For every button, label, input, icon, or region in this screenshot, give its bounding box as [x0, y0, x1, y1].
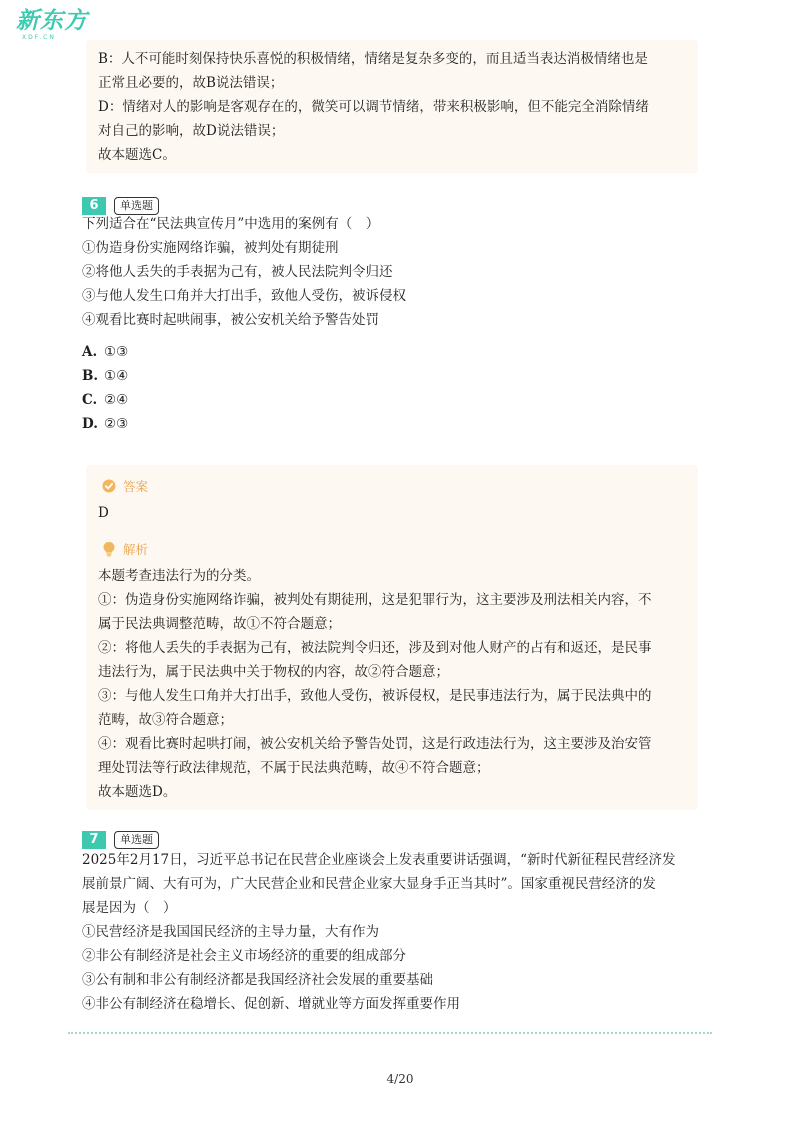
- statement-item: ③公有制和非公有制经济都是我国经济社会发展的重要基础: [82, 972, 433, 988]
- statement-item: ③与他人发生口角并大打出手，致他人受伤，被诉侵权: [82, 288, 406, 304]
- analysis-text: [98, 564, 683, 804]
- analysis-line: D：情绪对人的影响是客观存在的，微笑可以调节情绪，带来积极影响，但不能完全消除情绪: [98, 99, 649, 115]
- check-badge-icon: [102, 479, 116, 493]
- question-7-body: [82, 848, 704, 1016]
- question-type-badge: 单选题: [114, 831, 159, 849]
- statement-item: ①伪造身份实施网络诈骗，被判处有期徒刑: [82, 240, 339, 256]
- option-letter: B.: [82, 368, 99, 384]
- option-text: ①④: [104, 368, 129, 384]
- option-d[interactable]: [82, 412, 128, 436]
- question-number: 7: [82, 831, 106, 849]
- statement-item: ②将他人丢失的手表据为己有，被人民法院判令归还: [82, 264, 393, 280]
- option-b[interactable]: [82, 364, 128, 388]
- option-letter: D.: [82, 416, 98, 432]
- analysis-line: 违法行为，属于民法典中关于物权的内容，故②符合题意；: [98, 664, 449, 680]
- analysis-line: 对自己的影响，故D说法错误；: [98, 123, 285, 139]
- analysis-line: 理处罚法等行政法律规范，不属于民法典范畴，故④不符合题意；: [98, 760, 490, 776]
- option-text: ②④: [104, 392, 129, 408]
- analysis-line: 属于民法典调整范畴，故①不符合题意；: [98, 616, 341, 632]
- analysis-label-text: 解析: [123, 542, 149, 557]
- analysis-line: 正常且必要的，故B说法错误；: [98, 75, 284, 91]
- question-number: 6: [82, 197, 106, 215]
- statement-item: ④观看比赛时起哄闹事，被公安机关给予警告处罚: [82, 312, 379, 328]
- analysis-line: 故本题选D。: [98, 784, 177, 800]
- analysis-line: 本题考查违法行为的分类。: [98, 568, 260, 584]
- question-stem-line: 展前景广阔、大有可为，广大民营企业和民营企业家大显身手正当其时”。国家重视民营经济的发: [82, 876, 656, 892]
- answer-value: [98, 501, 683, 525]
- statement-item: ②非公有制经济是社会主义市场经济的重要的组成部分: [82, 948, 406, 964]
- option-a[interactable]: [82, 340, 128, 364]
- analysis-label: [102, 540, 148, 558]
- question-type-badge: 单选题: [114, 197, 159, 215]
- analysis-line: ②：将他人丢失的手表据为己有，被法院判令归还，涉及到对他人财产的占有和返还，是民事: [98, 640, 652, 656]
- statement-item: ④非公有制经济在稳增长、促创新、增就业等方面发挥重要作用: [82, 996, 460, 1012]
- analysis-line: B：人不可能时刻保持快乐喜悦的积极情绪，情绪是复杂多变的，而且适当表达消极情绪也是: [98, 51, 648, 67]
- logo-text: 新东方: [16, 8, 88, 34]
- analysis-line: ①：伪造身份实施网络诈骗，被判处有期徒刑，这是犯罪行为，这主要涉及刑法相关内容，不: [98, 592, 652, 608]
- logo-subtext: XDF.CN: [22, 34, 56, 41]
- analysis-line: ③：与他人发生口角并大打出手，致他人受伤，被诉侵权，是民事违法行为，属于民法典中的: [98, 688, 652, 704]
- brand-logo: [16, 8, 88, 42]
- option-text: ②③: [104, 416, 129, 432]
- lightbulb-icon: [102, 541, 116, 557]
- analysis-line: 范畴，故③符合题意；: [98, 712, 233, 728]
- question-stem-line: 展是因为（ ）: [82, 900, 177, 916]
- analysis-line: 故本题选C。: [98, 147, 176, 163]
- page-number: 4/20: [386, 1072, 414, 1086]
- answer-label: [102, 477, 148, 495]
- answer-label-text: 答案: [123, 479, 149, 494]
- question-stem-line: 2025年2月17日，习近平总书记在民营企业座谈会上发表重要讲话强调，“新时代新征程民营经济发: [82, 852, 676, 868]
- question-6-body: [82, 212, 702, 332]
- question-stem: 下列适合在“民法典宣传月”中选用的案例有（ ）: [82, 216, 380, 232]
- option-letter: C.: [82, 392, 98, 408]
- option-letter: A.: [82, 344, 98, 360]
- option-text: ①③: [104, 344, 129, 360]
- prev-analysis-text: [98, 47, 683, 167]
- option-c[interactable]: [82, 388, 128, 412]
- analysis-line: ④：观看比赛时起哄打闹，被公安机关给予警告处罚，这是行政违法行为，这主要涉及治安管: [98, 736, 652, 752]
- statement-item: ①民营经济是我国国民经济的主导力量，大有作为: [82, 924, 379, 940]
- question-7-header: [82, 830, 159, 850]
- question-6-options: [82, 340, 128, 436]
- answer-text: D: [98, 505, 109, 521]
- section-divider: [68, 1032, 712, 1034]
